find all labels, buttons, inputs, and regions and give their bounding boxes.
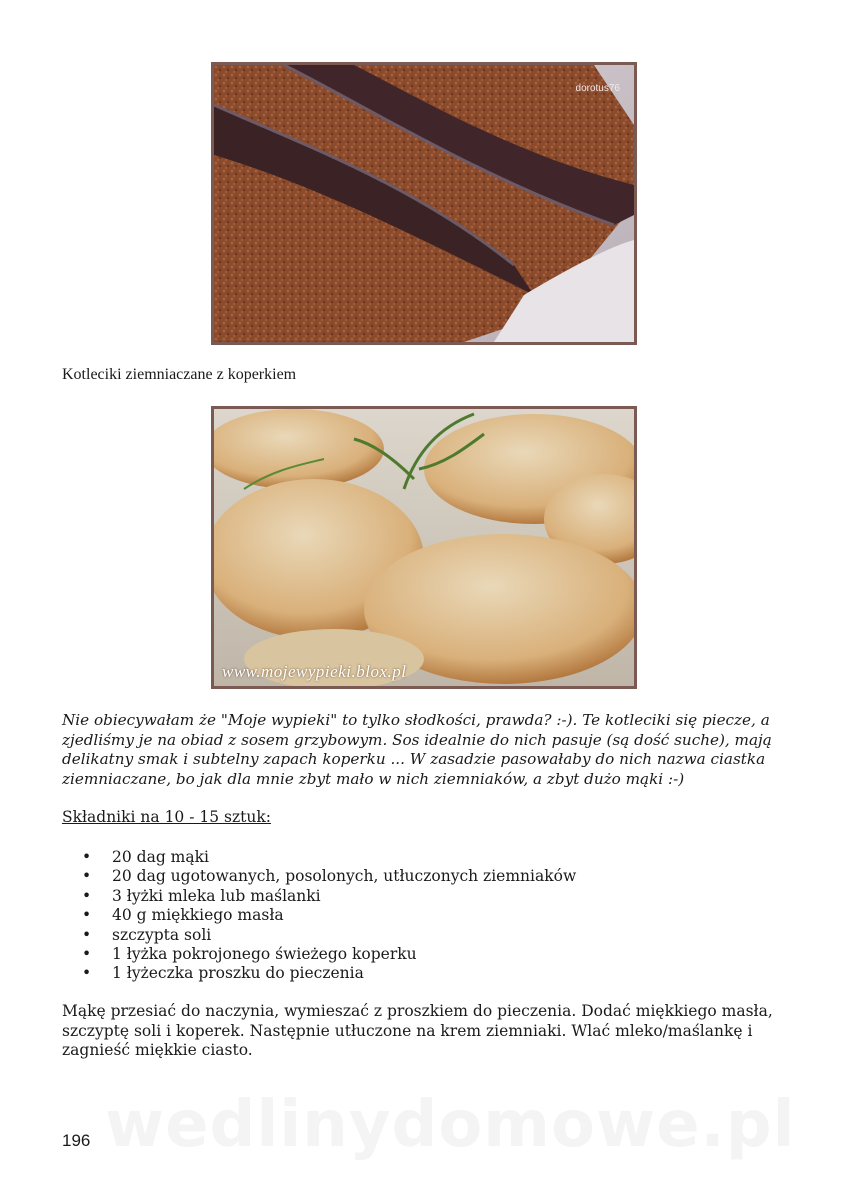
page-number: 196 [62,1131,91,1150]
intro-paragraph: Nie obiecywałam że "Moje wypieki" to tylko słodkości, prawda? :-). Te kotleciki się piecze, a zjedliśmy je na obiad z sosem grzybowym. Sos idealnie do nich pasuje (są dość suche), mają delikatny smak i subtelny zapach koperku ... W zasadzie pasowałaby do nich nazwa ciastka ziemniaczane, bo jak dla mnie zbyt mało w nich ziemniaków, a zbyt dużo mąki :-) [62,711,772,788]
cutlets-illustration [214,409,634,686]
recipe-title: Kotleciki ziemniaczane z koperkiem [62,366,297,383]
cutlets-photo [211,406,637,689]
ingredient-item: • 20 dag ugotowanych, posolonych, utłuczonych ziemniaków [62,867,576,886]
ingredient-item: • 40 g miękkiego masła [62,906,576,925]
cake-photo-watermark: dorotus76 [575,83,620,94]
ingredient-item: • 3 łyżki mleka lub maślanki [62,887,576,906]
cake-illustration [214,65,634,342]
cutlets-photo-watermark: www.mojewypieki.blox.pl [222,662,407,681]
ingredient-item: • szczypta soli [62,926,576,945]
ingredients-list [62,848,576,984]
cake-photo [211,62,637,345]
site-watermark: wedlinydomowe.pl [105,1088,796,1162]
method-paragraph: Mąkę przesiać do naczynia, wymieszać z proszkiem do pieczenia. Dodać miękkiego masła, szczyptę soli i koperek. Następnie utłuczone na krem ziemniaki. Wlać mleko/maślankę i zagnieść miękkie ciasto. [62,1002,773,1059]
ingredients-heading: Składniki na 10 - 15 sztuk: [62,808,271,826]
ingredient-item: • 20 dag mąki [62,848,576,867]
ingredient-item: • 1 łyżeczka proszku do pieczenia [62,964,576,983]
ingredient-item: • 1 łyżka pokrojonego świeżego koperku [62,945,576,964]
